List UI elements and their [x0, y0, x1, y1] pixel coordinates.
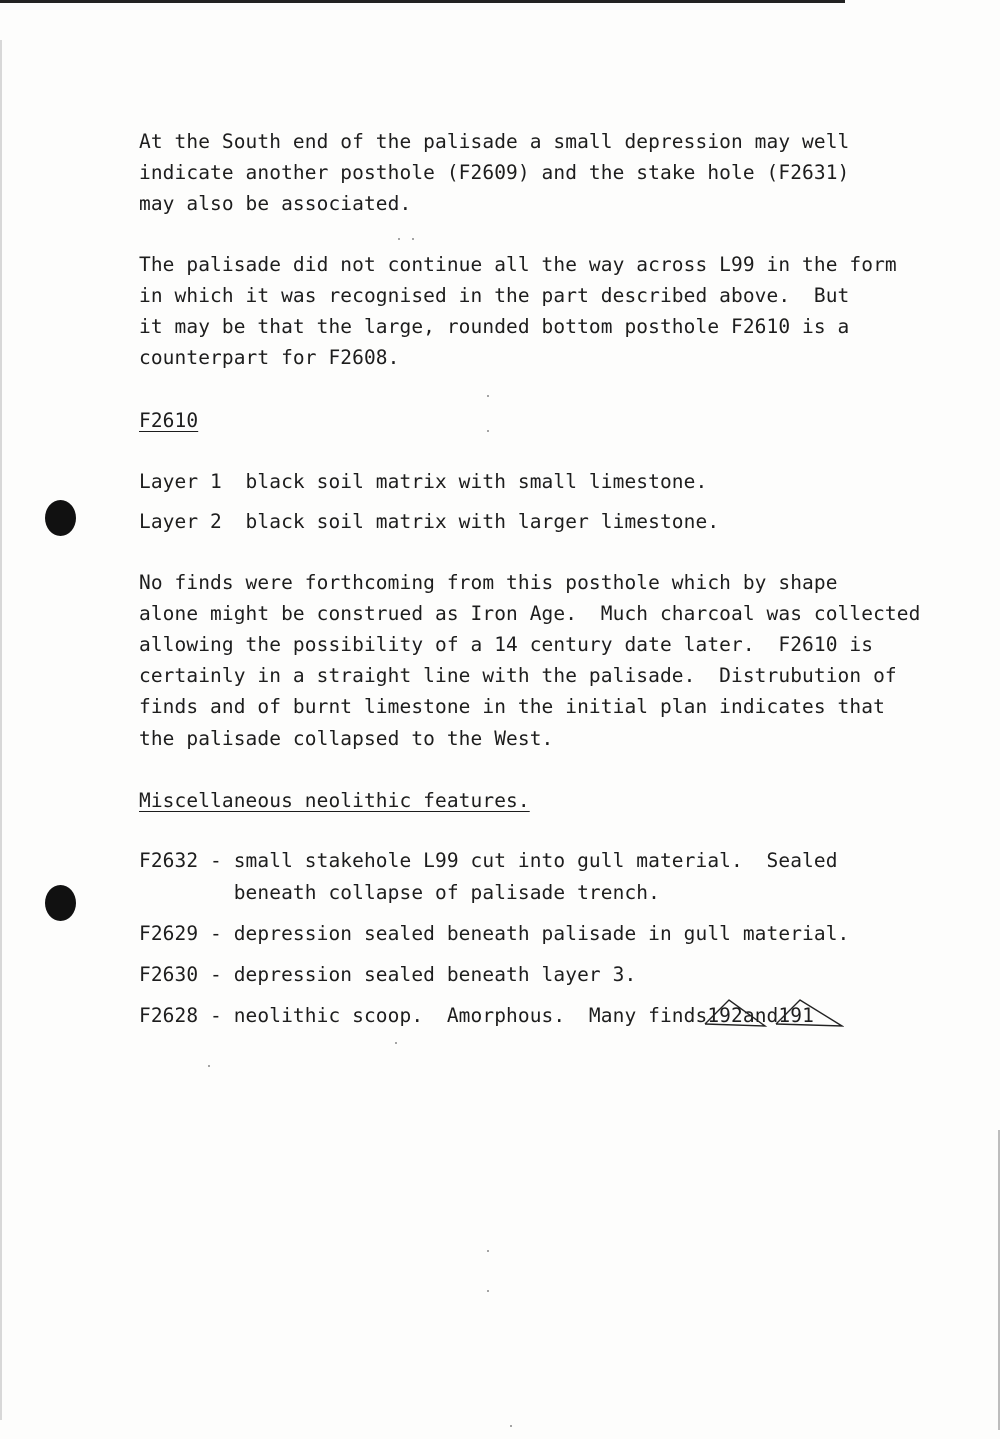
feature-f2628 [139, 1004, 814, 1028]
para3-line-2: alone might be construed as Iron Age. Much charcoal was collected [139, 602, 921, 625]
para2-line-3: it may be that the large, rounded bottom posthole F2610 is a [139, 315, 850, 338]
feature-f2630: F2630 - depression sealed beneath layer 3. [139, 963, 637, 986]
para3-line-3: allowing the possibility of a 14 century date later. F2610 is [139, 633, 874, 656]
speck [487, 1250, 489, 1252]
find-192-triangle [707, 1004, 743, 1028]
heading-misc-features: Miscellaneous neolithic features. [139, 789, 530, 812]
speck [208, 1065, 210, 1067]
feature-f2628-text: F2628 - neolithic scoop. Amorphous. Many finds [139, 1004, 708, 1027]
layer-2-line: Layer 2 black soil matrix with larger limestone. [139, 510, 720, 533]
finds-joiner: and [742, 1004, 779, 1027]
para2-line-1: The palisade did not continue all the way across L99 in the form [139, 253, 897, 276]
find-triangle-icon [772, 996, 844, 1030]
para1-line-2: indicate another posthole (F2609) and the stake hole (F2631) [139, 161, 850, 184]
punch-hole-lower [45, 885, 76, 921]
find-192-label: 192 [707, 1004, 743, 1027]
para1-line-3: may also be associated. [139, 192, 412, 215]
left-edge [0, 40, 2, 1420]
speck [510, 1425, 512, 1427]
speck [487, 395, 489, 397]
find-191-triangle [778, 1004, 814, 1028]
para3-line-1: No finds were forthcoming from this posthole which by shape [139, 571, 838, 594]
feature-f2629: F2629 - depression sealed beneath palisade in gull material. [139, 922, 850, 945]
para3-line-5: finds and of burnt limestone in the initial plan indicates that [139, 695, 885, 718]
feature-f2632-line-1: F2632 - small stakehole L99 cut into gull material. Sealed [139, 849, 838, 872]
speck [412, 238, 414, 240]
heading-f2610: F2610 [139, 409, 199, 432]
find-191-label: 191 [778, 1004, 814, 1027]
speck [487, 430, 489, 432]
speck [398, 238, 400, 240]
para2-line-4: counterpart for F2608. [139, 346, 400, 369]
para3-line-6: the palisade collapsed to the West. [139, 727, 554, 750]
layer-1-line: Layer 1 black soil matrix with small limestone. [139, 470, 708, 493]
speck [487, 1290, 489, 1292]
feature-f2632-line-2: beneath collapse of palisade trench. [139, 881, 660, 904]
find-triangle-icon [701, 996, 769, 1030]
top-rule [0, 0, 845, 3]
punch-hole-upper [45, 500, 76, 536]
para3-line-4: certainly in a straight line with the palisade. Distrubution of [139, 664, 897, 687]
para2-line-2: in which it was recognised in the part described above. But [139, 284, 850, 307]
para1-line-1: At the South end of the palisade a small depression may well [139, 130, 850, 153]
speck [395, 1042, 397, 1044]
